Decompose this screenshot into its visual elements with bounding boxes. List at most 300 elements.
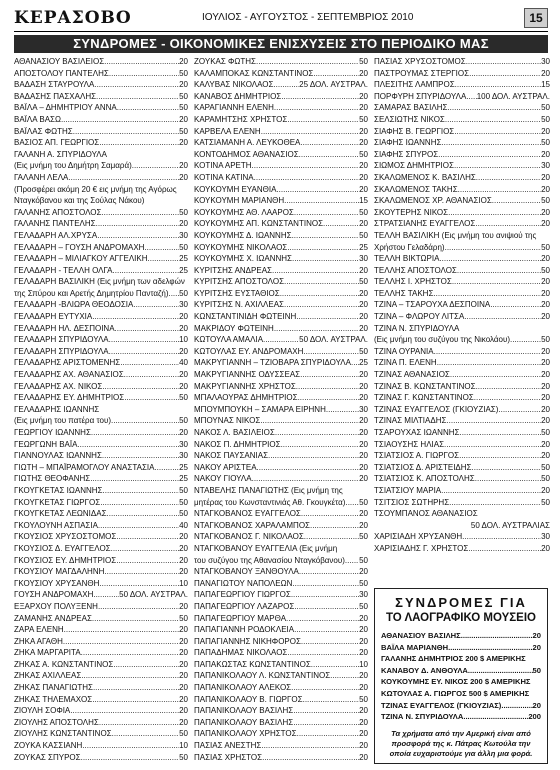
donor-row bbox=[14, 682, 188, 694]
donor-name: ΤΖΙΝΑΣ Β. ΚΩΝΣΤΑΝΤΙΝΟΣ bbox=[374, 381, 476, 391]
donor-name: ΖΙΟΥΛΗ ΣΟΦΙΑ bbox=[14, 706, 71, 716]
donor-row bbox=[14, 346, 188, 358]
donor-column-1 bbox=[14, 56, 188, 763]
leader-dots bbox=[107, 508, 180, 520]
leader-dots bbox=[498, 404, 541, 416]
leader-dots bbox=[73, 126, 179, 138]
donor-row bbox=[14, 717, 188, 729]
donor-row bbox=[14, 195, 188, 207]
leader-dots bbox=[293, 705, 359, 717]
donor-name: ΓΑΛΑΝΗ Α. ΣΠΥΡΙΔΟΥΛΑ bbox=[14, 149, 107, 159]
donor-name: ΤΣΙΑΤΣΙΟΣ Δ. ΑΡΙΣΤΕΙΔΗΣ bbox=[374, 462, 472, 472]
donor-name: ΓΚΟΥΓΚΕΤΑΣ ΙΩΑΝΝΗΣ bbox=[14, 485, 103, 495]
donor-name: ΝΤΑΓΚΟΒΑΝΟΥ ΕΥΑΓΓΕΛΙΑ (Εις μνήμη bbox=[194, 543, 338, 553]
leader-dots bbox=[101, 207, 179, 219]
leader-dots bbox=[104, 566, 179, 578]
donor-row bbox=[194, 497, 368, 509]
donor-row bbox=[14, 91, 188, 103]
donor-row bbox=[194, 369, 368, 381]
donor-name: ΠΑΠΑΓΕΩΡΓΙΟΥ ΓΙΩΡΓΟΣ bbox=[194, 590, 291, 600]
donation-amount: 20 bbox=[532, 700, 541, 710]
donation-amount: 20 bbox=[359, 625, 368, 635]
donor-name: ΤΖΙΝΑΣ ΕΥΑΓΓΕΛΟΣ (ΓΚΙΟΥΖΙΑΣ) bbox=[381, 700, 502, 710]
donor-row bbox=[194, 149, 368, 161]
leader-dots bbox=[476, 381, 542, 393]
donation-amount: 20 bbox=[179, 625, 188, 635]
donor-name: ΚΟΥΚΟΥΜΗ ΜΑΡΙΑΝΘΗ bbox=[194, 196, 285, 206]
donor-row bbox=[194, 601, 368, 613]
donor-row bbox=[194, 473, 368, 485]
donor-row bbox=[194, 172, 368, 184]
donation-amount: 50 bbox=[359, 277, 368, 287]
leader-dots bbox=[91, 427, 179, 439]
donation-amount: 50 bbox=[179, 497, 188, 507]
donor-row bbox=[374, 276, 550, 288]
donation-amount: 20 bbox=[179, 346, 188, 356]
donation-amount: 20 bbox=[359, 300, 368, 310]
donor-column-2 bbox=[194, 56, 368, 763]
donor-row bbox=[374, 288, 550, 300]
donation-amount: 20 bbox=[179, 694, 188, 704]
donor-name: ΤΕΛΛΗΣ ΑΠΟΣΤΟΛΟΣ bbox=[374, 265, 457, 275]
leader-dots bbox=[284, 195, 359, 207]
donation-amount: 20 bbox=[541, 312, 550, 322]
donation-amount: 20 bbox=[359, 416, 368, 426]
leader-dots bbox=[61, 114, 179, 126]
donor-row bbox=[194, 323, 368, 335]
donor-row bbox=[14, 218, 188, 230]
donor-name: ΝΤΑΓΚΟΒΑΝΟΣ Γ. ΝΙΚΟΛΑΟΣ bbox=[194, 532, 304, 542]
donor-name: ΚΑΤΣΙΑΜΑΝΗ Α. ΛΕΥΚΟΘΕΑ bbox=[194, 138, 301, 148]
leader-dots bbox=[177, 184, 188, 196]
donor-name: ΤΖΙΝΑΣ ΜΙΛΤΙΑΔΗΣ bbox=[374, 416, 447, 426]
donation-amount: 50 bbox=[179, 509, 188, 519]
donor-row bbox=[194, 207, 368, 219]
donation-amount: 50 bbox=[541, 497, 550, 507]
donation-amount: 20 bbox=[359, 265, 368, 275]
donation-amount: 200 bbox=[528, 712, 541, 722]
donation-amount: 50 bbox=[541, 114, 550, 124]
leader-dots bbox=[293, 717, 359, 729]
donation-amount: 50 bbox=[541, 265, 550, 275]
donor-row bbox=[14, 311, 188, 323]
donor-row bbox=[374, 369, 550, 381]
donor-row bbox=[194, 682, 368, 694]
donor-row bbox=[374, 172, 550, 184]
donor-name: ΠΟΡΦΥΡΗ ΣΠΥΡΙΔΟΥΛΑ bbox=[374, 91, 467, 101]
section-banner: ΣΥΝΔΡΟΜΕΣ - ΟΙΚΟΝΟΜΙΚΕΣ ΕΝΙΣΧΥΣΕΙΣ ΣΤΟ ΠΕΡΙΟΔΙΚΟ ΜΑΣ bbox=[14, 35, 548, 53]
donor-row bbox=[194, 647, 368, 659]
donor-row bbox=[194, 160, 368, 172]
donor-name: ΖΗΚΑ ΑΓΑΘΗ bbox=[14, 636, 63, 646]
donor-name: ΝΤΑΒΕΛΗΣ ΠΑΝΑΓΙΩΤΗΣ (Εις μνήμη της bbox=[194, 485, 343, 495]
donation-amount: 20 bbox=[359, 648, 368, 658]
donation-amount: 30 bbox=[541, 161, 550, 171]
donor-row bbox=[194, 56, 368, 68]
donor-name: ΚΥΡΙΤΣΗΣ ΑΝΔΡΕΑΣ bbox=[194, 265, 272, 275]
leader-dots bbox=[103, 485, 180, 497]
donor-name: ΤΖΙΝΑΣ Γ. ΚΩΝΣΤΑΝΤΙΝΟΣ bbox=[374, 393, 474, 403]
leader-dots bbox=[109, 346, 179, 358]
donation-amount: 20 bbox=[179, 567, 188, 577]
donation-amount: 25 ΔΟΛ. ΑΥΣΤΡΑΛ. bbox=[299, 80, 368, 90]
donation-amount: 20 bbox=[359, 636, 368, 646]
donation-amount: 20 bbox=[541, 358, 550, 368]
donor-row bbox=[374, 311, 550, 323]
donor-row bbox=[374, 346, 550, 358]
leader-dots bbox=[474, 392, 541, 404]
donor-row bbox=[194, 450, 368, 462]
donor-name: ΝΑΚΟΣ ΠΑΥΣΑΝΙΑΣ bbox=[194, 451, 269, 461]
donation-amount: 30 bbox=[179, 451, 188, 461]
donation-amount: 15 bbox=[359, 196, 368, 206]
donor-row bbox=[374, 497, 550, 509]
donation-amount: 40 bbox=[179, 358, 188, 368]
donor-name: ΧΑΡΙΣΙΑΔΗΣ Γ. ΧΡΗΣΤΟΣ bbox=[374, 543, 469, 553]
donor-row bbox=[14, 79, 188, 91]
donor-name: ΤΖΙΝΑ Ν. ΣΠΥΡΙΔΟΥΛΑ bbox=[374, 323, 460, 333]
leader-dots bbox=[445, 242, 542, 254]
donor-row bbox=[194, 68, 368, 80]
donor-name: ΚΩΤΟΥΛΑΣ Α. ΓΙΩΡΓΟΣ 500 $ ΑΜΕΡΙΚΗΣ bbox=[381, 688, 530, 698]
donor-row bbox=[14, 404, 188, 416]
donor-row bbox=[14, 659, 188, 671]
donation-amount: 50 ΔΟΛ. ΑΥΣΤΡΑΛ. bbox=[119, 590, 188, 600]
donation-amount: 20 bbox=[541, 439, 550, 449]
leader-dots bbox=[92, 613, 179, 625]
donor-row bbox=[194, 705, 368, 717]
page-number: 15 bbox=[524, 8, 548, 28]
donor-name: ΚΟΥΚΟΥΜΗΣ ΑΘ. ΛΑΑΡΟΣ bbox=[194, 207, 294, 217]
donor-row bbox=[194, 555, 368, 567]
leader-dots bbox=[284, 299, 359, 311]
donation-amount: 20 bbox=[359, 393, 368, 403]
header-divider bbox=[14, 31, 548, 32]
leader-dots bbox=[439, 253, 541, 265]
donor-name: ΝΑΚΟΥ ΓΙΟΥΛΑ bbox=[194, 474, 252, 484]
donation-amount: 30 bbox=[541, 57, 550, 66]
donor-row bbox=[375, 630, 547, 642]
donor-name: ΒΑΪΛΑ ΒΑΣΩ bbox=[14, 114, 61, 124]
donation-amount: 50 bbox=[179, 416, 188, 426]
donation-amount: 20 bbox=[359, 126, 368, 136]
donor-name: ΣΚΑΛΩΜΕΝΟΣ Κ. ΒΑΣΙΛΗΣ bbox=[374, 172, 476, 182]
donation-amount: 20 bbox=[541, 543, 550, 553]
leader-dots bbox=[292, 253, 359, 265]
donor-name: ΕΞΑΡΧΟΥ ΠΟΛΥΞΕΝΗ bbox=[14, 601, 98, 611]
donor-name: ΤΖΙΝΑ ΟΥΡΑΝΙΑ bbox=[374, 346, 434, 356]
donor-row bbox=[374, 230, 550, 242]
donor-name: ΓΕΛΑΔΑΡΗΣ ΑΧ. ΝΙΚΟΣ bbox=[14, 381, 103, 391]
donation-amount: 20 bbox=[179, 172, 188, 182]
leader-dots bbox=[104, 56, 179, 68]
donation-amount: 20 bbox=[179, 543, 188, 553]
donor-row bbox=[14, 520, 188, 532]
magazine-title: ΚΕΡΑΣΟΒΟ bbox=[14, 8, 132, 28]
donor-name: ΓΙΩΤΗΣ ΘΕΟΦΑΝΗΣ bbox=[14, 474, 91, 484]
leader-dots bbox=[446, 415, 541, 427]
donation-amount: 20 bbox=[179, 370, 188, 380]
donor-row bbox=[14, 265, 188, 277]
donation-amount: 20 bbox=[359, 520, 368, 530]
leader-dots bbox=[280, 288, 359, 300]
donor-name: (Προσφέρει ακόμη 20 € εις μνήμη της Αγόρως bbox=[14, 184, 177, 194]
donor-row bbox=[375, 653, 547, 665]
donor-name: ΓΑΛΑΝΗΣ ΑΠΟΣΤΟΛΟΣ bbox=[14, 207, 102, 217]
donor-name: ΒΑΪΛΑ – ΔΗΜΗΤΡΙΟΥ ΑΝΝΑ bbox=[14, 103, 117, 113]
donor-name: ΤΖΙΝΑ – ΤΣΑΡΟΥΧΑ ΔΕΣΠΟΙΝΑ bbox=[374, 300, 491, 310]
donor-row bbox=[14, 149, 188, 161]
donor-name: ΑΘΑΝΑΣΙΟΥ ΒΑΣΙΛΕΙΟΣ bbox=[14, 57, 105, 66]
donor-name: ΠΑΠΑΓΕΩΡΓΙΟΥ ΜΑΡΘΑ bbox=[194, 613, 287, 623]
donor-row bbox=[14, 323, 188, 335]
donor-name: ΓΕΛΑΔΑΡΗΣ ΑΡΙΣΤΟΜΕΝΗΣ bbox=[14, 358, 121, 368]
donation-amount: 20 bbox=[532, 631, 541, 640]
donor-row bbox=[374, 56, 550, 68]
donor-name: ΓΑΛΑΝΗ ΛΕΛΑ bbox=[14, 172, 69, 182]
donation-amount: 50 bbox=[541, 462, 550, 472]
donation-amount: 50 ΔΟΛ. ΑΥΣΤΡΑΛΙΑΣ bbox=[470, 520, 550, 530]
donor-name: ΜΑΚΡΥΓΙΑΝΝΗΣ ΧΡΗΣΤΟΣ bbox=[194, 381, 296, 391]
donation-amount: 20 bbox=[359, 103, 368, 113]
leader-dots bbox=[252, 473, 359, 485]
donation-amount: 20 bbox=[541, 126, 550, 136]
donor-name: ΓΚΟΥΣΙΟΥ ΧΡΥΣΑΝΘΗ bbox=[14, 578, 100, 588]
donor-name: ΓΑΛΑΝΗΣ ΠΑΝΤΕΛΗΣ bbox=[14, 219, 96, 229]
donor-name: ΣΑΜΑΡΑΣ ΒΑΣΙΛΗΣ bbox=[374, 103, 448, 113]
leader-dots bbox=[144, 242, 179, 254]
leader-dots bbox=[299, 566, 359, 578]
donor-name: ΓΚΟΥΓΚΕΤΑΣ ΓΙΩΡΓΟΣ bbox=[14, 497, 101, 507]
leader-dots bbox=[374, 520, 471, 532]
leader-dots bbox=[450, 369, 541, 381]
donation-amount: 50 bbox=[359, 578, 368, 588]
donor-name: ΚΟΥΚΟΥΜΗΣ Δ. ΙΩΑΝΝΗΣ bbox=[194, 230, 292, 240]
donor-row bbox=[14, 288, 188, 300]
donation-amount: 20 bbox=[541, 404, 550, 414]
donor-row bbox=[14, 253, 188, 265]
leader-dots bbox=[529, 688, 541, 700]
donation-amount: 20 bbox=[359, 172, 368, 182]
donation-amount: 30 bbox=[359, 254, 368, 264]
donor-name: ΓΙΩΤΗ – ΜΠΑΪΡΑΜΟΓΛΟΥ ΑΝΑΣΤΑΣΙΑ bbox=[14, 462, 155, 472]
donation-amount: 50 bbox=[359, 532, 368, 542]
leader-dots bbox=[303, 694, 360, 706]
donation-amount: 10 bbox=[179, 741, 188, 751]
donor-name: Χρήστου Γελαδάρη) bbox=[374, 242, 445, 252]
donation-amount: 20 bbox=[541, 300, 550, 310]
donation-amount: 20 bbox=[359, 462, 368, 472]
donor-row bbox=[374, 137, 550, 149]
donor-row bbox=[374, 253, 550, 265]
donor-name: ΤΖΙΝΑΣ ΑΘΑΝΑΣΙΟΣ bbox=[374, 370, 450, 380]
donor-name: ΣΕΛΣΙΩΤΗΣ ΝΙΚΟΣ bbox=[374, 114, 445, 124]
leader-dots bbox=[463, 711, 528, 723]
leader-dots bbox=[466, 56, 541, 68]
donation-amount: 10 bbox=[359, 659, 368, 669]
donation-amount: 20 bbox=[359, 752, 368, 762]
donor-name: της Σπύρου και Αρετής Δημητρίου Πανταζή) bbox=[14, 288, 169, 298]
leader-dots bbox=[292, 578, 359, 590]
leader-dots bbox=[102, 450, 179, 462]
donor-name: ΖΗΚΑΣ ΤΗΛΕΜΑΧΟΣ bbox=[14, 694, 93, 704]
donor-name: ΚΟΝΤΟΔΗΜΟΣ ΑΘΑΝΑΣΙΟΣ bbox=[194, 149, 299, 159]
donor-name: ΖΟΥΚΑ ΚΑΣΣΙΑΝΗ bbox=[14, 741, 83, 751]
donor-row bbox=[375, 688, 547, 700]
donor-row bbox=[194, 346, 368, 358]
leader-dots bbox=[287, 647, 359, 659]
donor-name: ΝΑΚΟΣ Π. ΔΗΜΗΤΡΙΟΣ bbox=[194, 439, 281, 449]
donation-amount: 20 bbox=[359, 219, 368, 229]
donor-name: ΖΗΚΑ ΜΑΡΓΑΡΙΤΑ bbox=[14, 648, 81, 658]
donation-amount: 20 bbox=[179, 219, 188, 229]
donation-amount: 20 bbox=[179, 683, 188, 693]
leader-dots bbox=[111, 543, 179, 555]
leader-dots bbox=[441, 485, 541, 497]
donor-row bbox=[374, 462, 550, 474]
donor-row bbox=[194, 728, 368, 740]
leader-dots bbox=[109, 68, 179, 80]
donation-amount: 20 bbox=[179, 323, 188, 333]
donor-name: ΠΑΠΑΝΙΚΟΛΑΟΥ ΧΡΗΣΤΟΣ bbox=[194, 729, 297, 739]
donor-name: ΚΑΝΑΒΟΣ ΔΗΜΗΤΡΙΟΣ bbox=[194, 91, 282, 101]
donation-amount: 20 bbox=[179, 80, 188, 90]
donor-name: ΓΕΩΡΓΙΟΥ ΙΩΑΝΝΗΣ bbox=[14, 428, 91, 437]
donor-name: ΖΗΚΑΣ ΑΧΙΛΛΕΑΣ bbox=[14, 671, 82, 681]
donor-row bbox=[374, 415, 550, 427]
donation-amount: 20 bbox=[179, 671, 188, 681]
donation-amount: 25 bbox=[359, 358, 368, 368]
leader-dots bbox=[313, 68, 359, 80]
donation-amount: 20 bbox=[359, 184, 368, 194]
donation-amount: 20 bbox=[359, 312, 368, 322]
donor-name: ΠΑΝΑΓΙΩΤΟΥ ΝΑΠΟΛΕΩΝ bbox=[194, 578, 293, 588]
donor-name: ΚΩΤΟΥΛΑ ΑΜΑΛΙΑ bbox=[194, 335, 264, 345]
leader-dots bbox=[111, 415, 179, 427]
donor-name: ΓΕΛΑΔΑΡΗ – ΓΟΥΣΗ ΑΝΔΡΟΜΑΧΗ bbox=[14, 242, 145, 252]
donation-amount: 50 bbox=[359, 114, 368, 124]
donor-name: ΚΥΡΙΤΣΗΣ ΕΥΣΤΑΘΙΟΣ bbox=[194, 288, 280, 298]
donor-name: ΝΤΑΓΚΟΒΑΝΟΣ ΧΑΡΑΛΑΜΠΟΣ bbox=[194, 520, 311, 530]
leader-dots bbox=[124, 392, 179, 404]
leader-dots bbox=[93, 682, 179, 694]
donation-amount: 20 bbox=[541, 451, 550, 461]
donor-row bbox=[194, 299, 368, 311]
donation-amount: 20 bbox=[179, 706, 188, 716]
donor-name: ΠΑΠΑΓΕΩΡΓΙΟΥ ΛΑΖΑΡΟΣ bbox=[194, 601, 295, 611]
donor-row bbox=[14, 137, 188, 149]
donor-row bbox=[14, 624, 188, 636]
donor-row bbox=[194, 752, 368, 764]
donor-row bbox=[374, 299, 550, 311]
donor-name: ΚΟΥΚΟΥΜΗ ΕΥΑΝΘΙΑ bbox=[194, 184, 277, 194]
donor-name: ΓΕΛΑΔΑΡΗ ΕΥΤΥΧΙΑ bbox=[14, 312, 93, 322]
donation-amount: 25 bbox=[179, 254, 188, 264]
donor-name: ΤΕΛΛΗ ΒΙΚΤΩΡΙΑ bbox=[374, 254, 440, 264]
donation-amount: 20 bbox=[179, 648, 188, 658]
leader-dots bbox=[448, 207, 541, 219]
leader-dots bbox=[296, 311, 359, 323]
leader-dots bbox=[337, 543, 368, 555]
leader-dots bbox=[168, 288, 179, 300]
donor-row bbox=[14, 427, 188, 439]
donation-amount: 20 bbox=[541, 346, 550, 356]
leader-dots bbox=[94, 79, 179, 91]
leader-dots bbox=[257, 462, 360, 474]
leader-dots bbox=[97, 230, 179, 242]
donor-row bbox=[194, 740, 368, 752]
donor-row bbox=[14, 752, 188, 764]
leader-dots bbox=[454, 160, 541, 172]
leader-dots bbox=[433, 288, 541, 300]
donor-name: ΒΑΔΑΣΗΣ ΠΑΣΧΑΛΗΣ bbox=[14, 91, 97, 101]
leader-dots bbox=[441, 137, 541, 149]
donation-amount: 30 bbox=[541, 532, 550, 542]
donor-name: ΚΥΡΙΤΣΗΣ ΑΠΟΣΤΟΛΟΣ bbox=[194, 277, 285, 287]
donation-amount: 20 bbox=[541, 219, 550, 229]
leader-dots bbox=[98, 601, 179, 613]
donor-name: ΤΖΙΝΑ – ΦΛΩΡΟΥ ΛΙΤΣΑ bbox=[374, 312, 465, 322]
donor-row bbox=[374, 520, 550, 532]
donor-name: ΝΤΑΓΚΟΒΑΝΟΣ ΕΥΑΓΓΕΛΟΣ bbox=[194, 509, 301, 519]
leader-dots bbox=[113, 265, 180, 277]
donor-row bbox=[194, 357, 368, 369]
donation-amount: 20 bbox=[179, 312, 188, 322]
donation-amount: 20 bbox=[359, 451, 368, 461]
donor-name: ΜΑΚΡΥΓΙΑΝΝΗ – ΤΖΙΟΒΑΡΑ ΣΠΥΡΙΔΟΥΛΑ bbox=[194, 358, 351, 368]
donor-name: ΓΟΥΣΗ ΑΝΔΡΟΜΑΧΗ bbox=[14, 590, 94, 600]
donor-name: ΤΕΛΛΗΣ Ι. ΧΡΗΣΤΟΣ bbox=[374, 277, 452, 287]
donation-amount: 50 bbox=[541, 474, 550, 484]
donor-row bbox=[194, 694, 368, 706]
donor-row bbox=[374, 126, 550, 138]
donor-name: (Εις μνήμη του Δημήτρη Σαμαρά) bbox=[14, 161, 132, 171]
donor-name: ΤΣΙΑΟΥΣΗΣ ΗΛΙΑΣ bbox=[374, 439, 445, 449]
donor-name: ΓΕΛΑΔΑΡΗ -ΒΛΙΩΡΑ ΘΕΟΔΟΣΙΑ bbox=[14, 300, 134, 310]
donor-row bbox=[14, 450, 188, 462]
donor-name: ΠΑΣΤΡΟΥΜΑΣ ΣΤΕΡΓΙΟΣ bbox=[374, 68, 470, 78]
donor-row bbox=[194, 427, 368, 439]
donor-name: ΠΑΠΑΚΩΣΤΑΣ ΚΩΝΣΤΑΝΤΙΝΟΣ bbox=[194, 659, 311, 669]
donation-amount: 20 bbox=[359, 68, 368, 78]
donor-row bbox=[194, 566, 368, 578]
donation-amount: 50 bbox=[541, 138, 550, 148]
leader-dots bbox=[154, 462, 179, 474]
donor-name: ΖΟΥΚΑΣ ΣΠΥΡΟΣ bbox=[14, 752, 81, 762]
donor-name: ΚΟΥΚΟΥΜΗΣ ΝΙΚΟΛΑΟΣ bbox=[194, 242, 288, 252]
leader-dots bbox=[458, 184, 541, 196]
leader-dots bbox=[98, 520, 179, 532]
donation-amount: 50 bbox=[179, 207, 188, 217]
leader-dots bbox=[447, 102, 541, 114]
donor-row bbox=[374, 485, 550, 497]
donation-amount: 50 bbox=[359, 601, 368, 611]
donor-row bbox=[194, 543, 368, 555]
donor-name: ΒΑΔΑΣΗ ΣΤΑΥΡΟΥΛΑ bbox=[14, 80, 95, 90]
leader-dots bbox=[81, 752, 180, 764]
donation-amount: 50 bbox=[359, 346, 368, 356]
donor-row bbox=[194, 531, 368, 543]
donor-name: ΓΚΟΥΣΙΟΣ ΧΡΥΣΟΣΤΟΜΟΣ bbox=[14, 532, 117, 542]
leader-dots bbox=[466, 91, 476, 103]
leader-dots bbox=[70, 705, 179, 717]
leader-dots bbox=[113, 659, 179, 671]
donation-amount: 50 bbox=[541, 242, 550, 252]
donation-amount: 15 bbox=[541, 80, 550, 90]
donor-row bbox=[374, 79, 550, 91]
donor-row bbox=[374, 531, 550, 543]
museum-donations-box bbox=[374, 588, 548, 764]
